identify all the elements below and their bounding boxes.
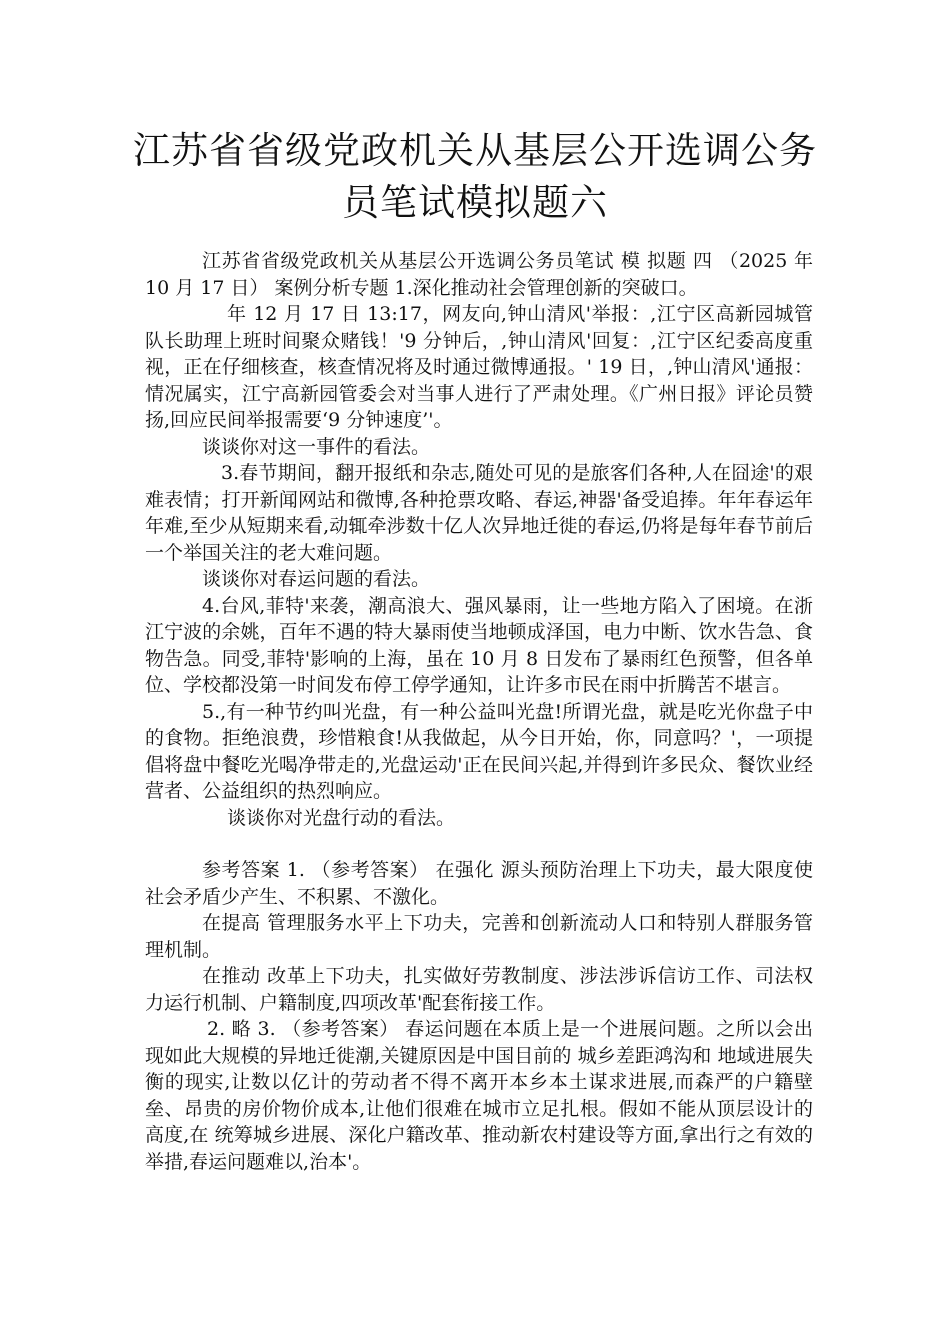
case-4-paragraph: 4.台风,菲特'来袭，潮高浪大、强风暴雨，让一些地方陷入了困境。在浙江宁波的余姚，百年不遇的特大暴雨使当地顿成泽国，电力中断、饮水告急、食物告急。同受,菲特'影响的上海，虽在 10 月 8 日发布了暴雨红色预警，但各单位、学校都没第一时间发布停工停学通知，让许多市民在雨中折腾苦不堪言。: [145, 594, 813, 696]
intro-paragraph: 江苏省省级党政机关从基层公开选调公务员笔试 模 拟题 四 （2025 年 10 月 17 日） 案例分析专题 1.深化推动社会管理创新的突破口。: [145, 250, 813, 299]
answer-1-point-2: 在提高 管理服务水平上下功夫，完善和创新流动人口和特别人群服务管理机制。: [145, 912, 813, 961]
case-3-paragraph: 3.春节期间，翻开报纸和杂志,随处可见的是旅客们各种,人在囧途'的艰难表情；打开新闻网站和微博,各种抢票攻略、春运,神器'备受追捧。年年春运年年难,至少从短期来看,动辄牵涉数十亿人次异地迁徙的春运,仍将是每年春节前后一个举国关注的老大难问题。: [145, 462, 813, 564]
document-body: [145, 248, 813, 1175]
document-title-line-1: 江苏省省级党政机关从基层公开选调公务: [133, 129, 817, 172]
document-title-line-2: 员笔试模拟题六: [342, 181, 608, 224]
case-1-question: 谈谈你对这一事件的看法。: [202, 435, 431, 458]
answer-1-paragraph: 参考答案 1. （参考答案） 在强化 源头预防治理上下功夫，最大限度使社会矛盾少产生、不积累、不激化。: [145, 859, 813, 908]
answer-1-point-3: 在推动 改革上下功夫，扎实做好劳教制度、涉法涉诉信访工作、司法权力运行机制、户籍制度,四项改革'配套衔接工作。: [145, 965, 813, 1014]
case-5-question: 谈谈你对光盘行动的看法。: [227, 806, 456, 829]
case-5-paragraph: 5.,有一种节约叫光盘，有一种公益叫光盘!所谓光盘，就是吃光你盘子中的食物。拒绝浪费，珍惜粮食!从我做起，从今日开始，你，同意吗？'，一项提倡将盘中餐吃光喝净带走的,光盘运动'正在民间兴起,并得到许多民众、餐饮业经营者、公益组织的热烈响应。: [145, 700, 813, 802]
section-gap: [145, 831, 813, 857]
case-3-question: 谈谈你对春运问题的看法。: [202, 568, 431, 590]
answer-3-paragraph: 2. 略 3. （参考答案） 春运问题在本质上是一个进展问题。之所以会出现如此大规模的异地迁徙潮,关键原因是中国目前的 城乡差距鸿沟和 地域进展失衡的现实,让数以亿计的劳动者不得不离开本乡本土谋求进展,而森严的户籍壁垒、昂贵的房价物价成本,让他们很难在城市立足扎根。假如不能从顶层设计的高度,在 统筹城乡进展、深化户籍改革、推动新农村建设等方面,拿出行之有效的举措,春运问题难以,治本'。: [145, 1018, 813, 1173]
case-1-paragraph: 年 12 月 17 日 13:17，网友向,钟山清风'举报：,江宁区高新园城管队长助理上班时间聚众赌钱！'9 分钟后，,钟山清风'回复：,江宁区纪委高度重视，正在仔细核查，核查情况将及时通过微博通报。' 19 日，,钟山清风'通报：情况属实，江宁高新园管委会对当事人进行了严肃处理。《广州日报》评论员赞扬,回应民间举报需要‘9 分钟速度’'。: [145, 303, 813, 431]
